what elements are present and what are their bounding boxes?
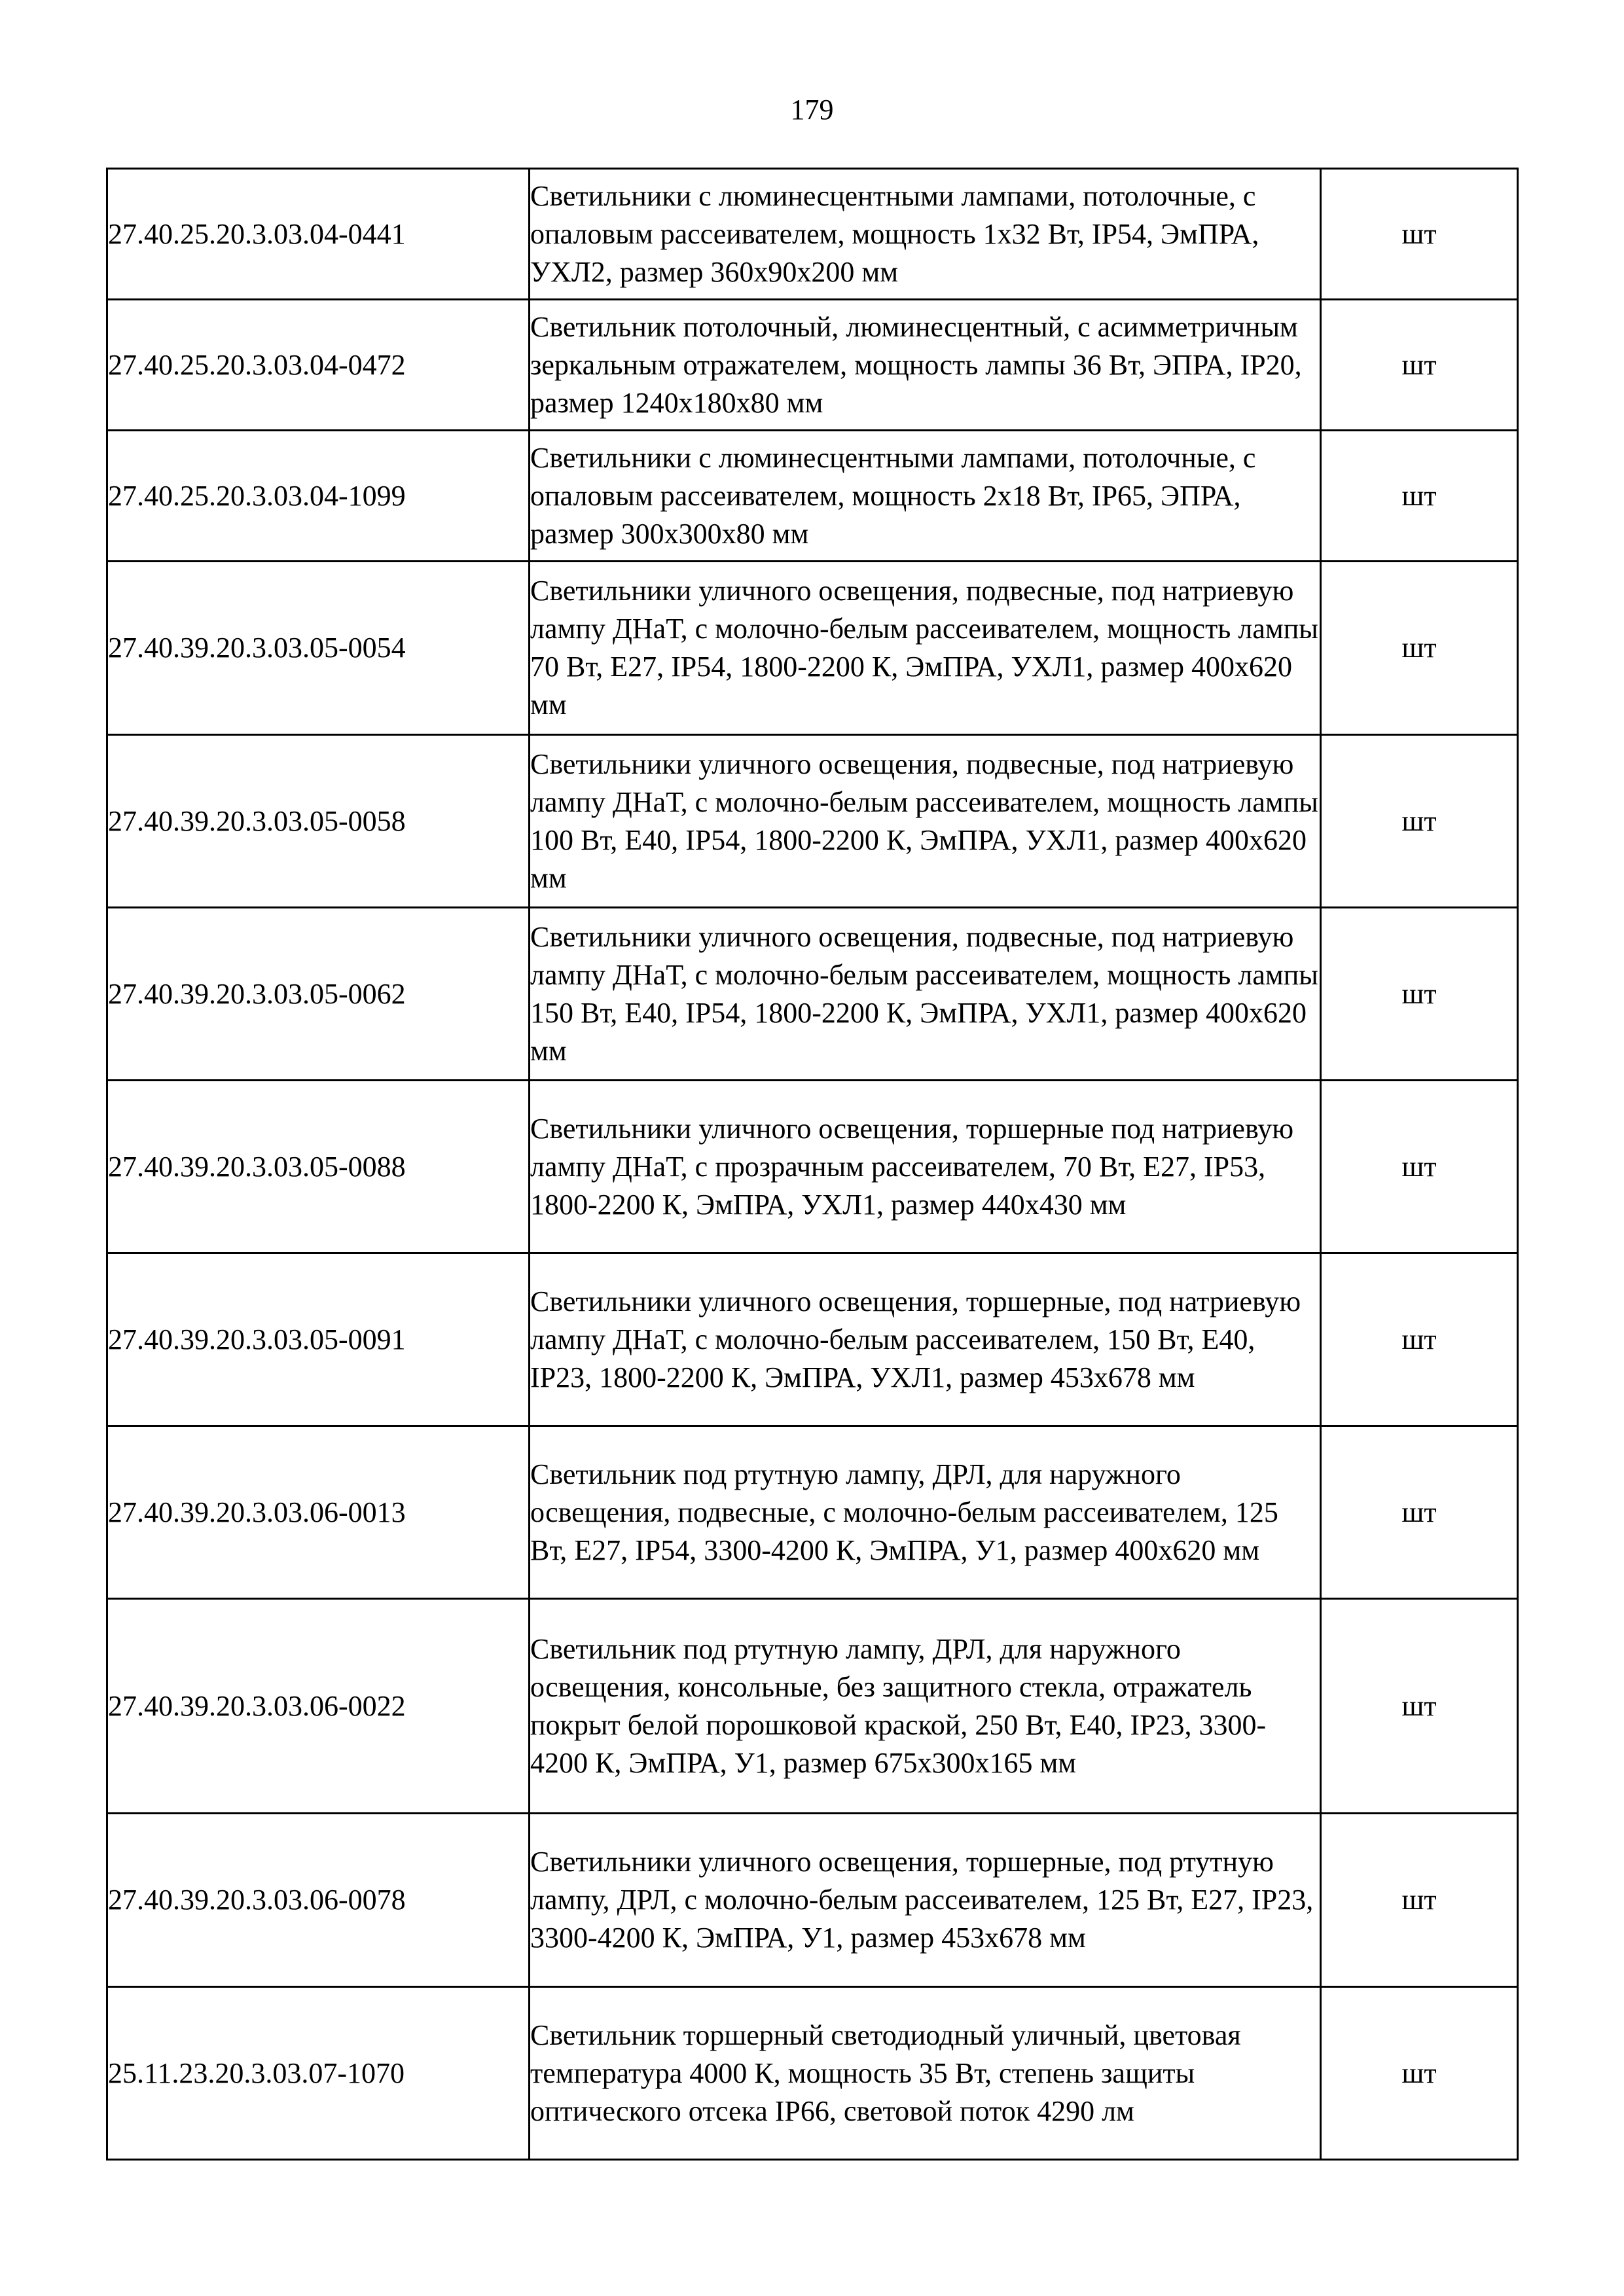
unit-of-measure: шт	[1401, 479, 1437, 512]
unit-cell	[1321, 908, 1518, 1081]
resource-code: 27.40.39.20.3.03.05-0062	[108, 977, 406, 1010]
unit-cell	[1321, 169, 1518, 300]
unit-cell	[1321, 300, 1518, 431]
resource-code-cell	[107, 735, 530, 908]
unit-of-measure: шт	[1401, 2056, 1437, 2089]
resource-description-cell	[530, 431, 1321, 562]
resource-description-cell	[530, 908, 1321, 1081]
unit-cell	[1321, 1599, 1518, 1814]
unit-of-measure: шт	[1401, 1884, 1437, 1916]
unit-of-measure: шт	[1401, 632, 1437, 664]
unit-cell	[1321, 1253, 1518, 1426]
unit-cell	[1321, 1081, 1518, 1253]
table-row	[107, 1987, 1518, 2160]
resource-code: 25.11.23.20.3.03.07-1070	[108, 2056, 405, 2089]
unit-of-measure: шт	[1401, 1150, 1437, 1183]
page-number: 179	[790, 94, 834, 126]
table-row	[107, 908, 1518, 1081]
resource-description: Светильники уличного освещения, подвесные, под натриевую лампу ДНаТ, с молочно-белым рассеивателем, мощность лампы 70 Вт, Е27, IP54, 1800-2200 К, ЭмПРА, УХЛ1, размер 400х620 мм	[530, 575, 1318, 721]
table-row	[107, 1081, 1518, 1253]
resource-description-cell	[530, 169, 1321, 300]
resource-code: 27.40.39.20.3.03.06-0013	[108, 1496, 406, 1528]
resource-code-cell	[107, 1814, 530, 1987]
table-row	[107, 169, 1518, 300]
table-row	[107, 735, 1518, 908]
unit-cell	[1321, 735, 1518, 908]
unit-of-measure: шт	[1401, 977, 1437, 1010]
resource-description: Светильники уличного освещения, торшерные, под ртутную лампу, ДРЛ, с молочно-белым рассеивателем, 125 Вт, Е27, IP23, 3300-4200 К, ЭмПРА, У1, размер 453х678 мм	[530, 1846, 1314, 1954]
resource-description: Светильники с люминесцентными лампами, потолочные, с опаловым рассеивателем, мощность 1х32 Вт, IP54, ЭмПРА, УХЛ2, размер 360х90х200 мм	[530, 179, 1259, 288]
unit-cell	[1321, 1426, 1518, 1599]
unit-cell	[1321, 431, 1518, 562]
resource-description-cell	[530, 1987, 1321, 2160]
resource-code-cell	[107, 300, 530, 431]
resource-code-cell	[107, 1987, 530, 2160]
resource-description: Светильник под ртутную лампу, ДРЛ, для наружного освещения, подвесные, с молочно-белым рассеивателем, 125 Вт, Е27, IP54, 3300-4200 К, ЭмПРА, У1, размер 400х620 мм	[530, 1458, 1278, 1566]
table-row	[107, 431, 1518, 562]
resource-code-cell	[107, 431, 530, 562]
table-row	[107, 1253, 1518, 1426]
resource-code-cell	[107, 908, 530, 1081]
resource-description-cell	[530, 300, 1321, 431]
unit-of-measure: шт	[1401, 348, 1437, 381]
resource-code-cell	[107, 1599, 530, 1814]
resource-description-cell	[530, 1426, 1321, 1599]
resource-code-cell	[107, 169, 530, 300]
resource-code-cell	[107, 1253, 530, 1426]
resource-code: 27.40.25.20.3.03.04-1099	[108, 479, 406, 512]
unit-cell	[1321, 1987, 1518, 2160]
resource-code: 27.40.39.20.3.03.05-0054	[108, 632, 406, 664]
resource-code-cell	[107, 562, 530, 735]
unit-cell	[1321, 1814, 1518, 1987]
resource-description-cell	[530, 1599, 1321, 1814]
unit-of-measure: шт	[1401, 1323, 1437, 1355]
resource-code: 27.40.39.20.3.03.05-0088	[108, 1150, 406, 1183]
unit-of-measure: шт	[1401, 217, 1437, 250]
table-row	[107, 300, 1518, 431]
resource-description: Светильник потолочный, люминесцентный, с асимметричным зеркальным отражателем, мощность лампы 36 Вт, ЭПРА, IP20, размер 1240х180х80 мм	[530, 310, 1302, 419]
resource-description: Светильники уличного освещения, подвесные, под натриевую лампу ДНаТ, с молочно-белым рассеивателем, мощность лампы 150 Вт, Е40, IP54, 1800-2200 К, ЭмПРА, УХЛ1, размер 400х620 мм	[530, 920, 1318, 1067]
table-row	[107, 1814, 1518, 1987]
resource-code: 27.40.39.20.3.03.05-0058	[108, 804, 406, 837]
resource-description: Светильники уличного освещения, торшерные, под натриевую лампу ДНаТ, с молочно-белым рассеивателем, 150 Вт, Е40, IP23, 1800-2200 К, ЭмПРА, УХЛ1, размер 453х678 мм	[530, 1285, 1301, 1393]
resource-code: 27.40.39.20.3.03.05-0091	[108, 1323, 406, 1355]
resource-table	[106, 168, 1519, 2161]
table-row	[107, 1426, 1518, 1599]
table-row	[107, 1599, 1518, 1814]
resource-description-cell	[530, 735, 1321, 908]
resource-code: 27.40.25.20.3.03.04-0472	[108, 348, 406, 381]
table-row	[107, 562, 1518, 735]
resource-description: Светильник под ртутную лампу, ДРЛ, для наружного освещения, консольные, без защитного стекла, отражатель покрыт белой порошковой краской, 250 Вт, Е40, IP23, 3300-4200 К, ЭмПРА, У1, размер 675х300х165 мм	[530, 1632, 1267, 1779]
resource-description: Светильники уличного освещения, подвесные, под натриевую лампу ДНаТ, с молочно-белым рассеивателем, мощность лампы 100 Вт, Е40, IP54, 1800-2200 К, ЭмПРА, УХЛ1, размер 400х620 мм	[530, 747, 1318, 894]
unit-of-measure: шт	[1401, 1496, 1437, 1528]
resource-description-cell	[530, 1081, 1321, 1253]
resource-description: Светильники с люминесцентными лампами, потолочные, с опаловым рассеивателем, мощность 2х18 Вт, IP65, ЭПРА, размер 300х300х80 мм	[530, 441, 1256, 550]
resource-code-cell	[107, 1081, 530, 1253]
resource-description-cell	[530, 1253, 1321, 1426]
unit-cell	[1321, 562, 1518, 735]
unit-of-measure: шт	[1401, 804, 1437, 837]
resource-description: Светильники уличного освещения, торшерные под натриевую лампу ДНаТ, с прозрачным рассеивателем, 70 Вт, Е27, IP53, 1800-2200 К, ЭмПРА, УХЛ1, размер 440х430 мм	[530, 1112, 1294, 1221]
resource-description-cell	[530, 1814, 1321, 1987]
resource-code: 27.40.39.20.3.03.06-0078	[108, 1884, 406, 1916]
resource-code: 27.40.39.20.3.03.06-0022	[108, 1689, 406, 1722]
resource-description-cell	[530, 562, 1321, 735]
unit-of-measure: шт	[1401, 1689, 1437, 1722]
resource-code: 27.40.25.20.3.03.04-0441	[108, 217, 406, 250]
resource-code-cell	[107, 1426, 530, 1599]
resource-description: Светильник торшерный светодиодный уличный, цветовая температура 4000 К, мощность 35 Вт, степень защиты оптического отсека IP66, световой поток 4290 лм	[530, 2018, 1241, 2127]
